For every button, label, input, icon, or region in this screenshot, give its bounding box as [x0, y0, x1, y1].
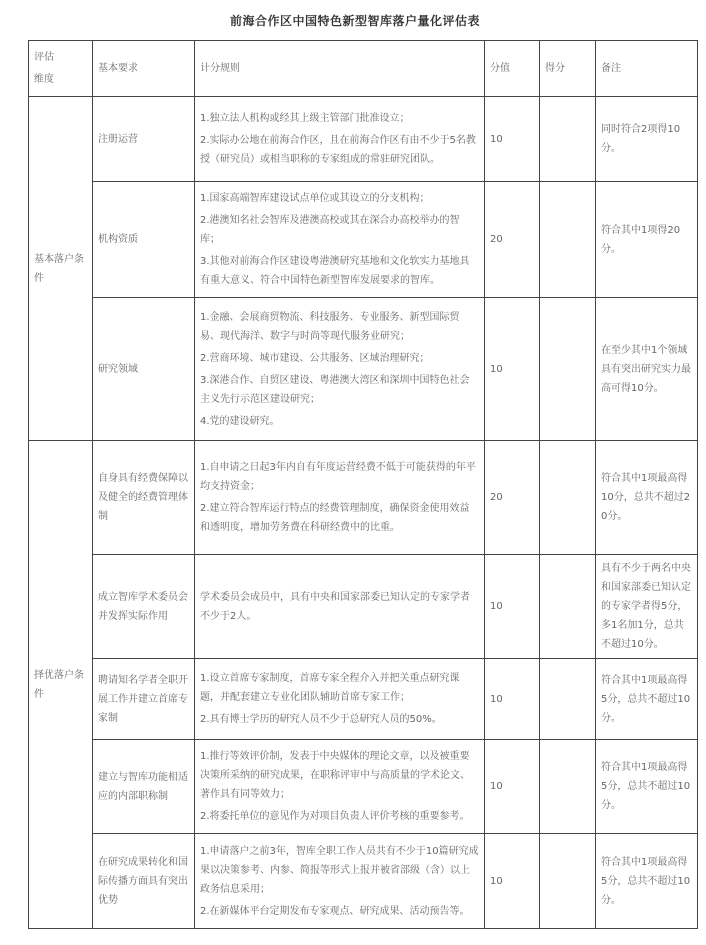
section-dimension-basic: 基本落户条件 [29, 97, 93, 441]
rule-item: 3.其他对前海合作区建设粤港澳研究基地和文化软实力基地具有重大意义、符合中国特色新型智库发展要求的智库。 [200, 256, 470, 286]
header-remark: 备注 [596, 41, 698, 97]
rule-item: 学术委员会成员中，具有中央和国家部委已知认定的专家学者不少于2人。 [200, 591, 470, 622]
cell-score [540, 740, 596, 834]
table-row [29, 740, 698, 834]
table-row [29, 298, 698, 441]
rule-item: 1.金融、会展商贸物流、科技服务、专业服务、新型国际贸易、现代海洋、数字与时尚等现代服务业研究； [200, 311, 460, 342]
cell-score [540, 298, 596, 441]
cell-score-value: 10 [485, 834, 540, 929]
cell-score [540, 834, 596, 929]
cell-score [540, 659, 596, 740]
cell-rules [195, 182, 485, 298]
cell-score-value: 10 [485, 298, 540, 441]
cell-remark: 同时符合2项得10分。 [596, 97, 698, 182]
cell-requirement: 聘请知名学者全职开展工作并建立首席专家制 [93, 659, 195, 740]
cell-remark: 符合其中1项得20分。 [596, 182, 698, 298]
rule-item: 2.建立符合智库运行特点的经费管理制度，确保资金使用效益和透明度，增加劳务费在科研经费中的比重。 [200, 503, 470, 533]
section-dimension-preferential: 择优落户条件 [29, 441, 93, 929]
cell-rules [195, 659, 485, 740]
cell-score-value: 10 [485, 97, 540, 182]
rule-item: 2.将委托单位的意见作为对项目负责人评价考核的重要参考。 [200, 811, 470, 822]
cell-score [540, 97, 596, 182]
cell-requirement: 建立与智库功能相适应的内部职称制 [93, 740, 195, 834]
rule-item: 2.具有博士学历的研究人员不少于总研究人员的50%。 [200, 714, 442, 725]
cell-requirement: 自身具有经费保障以及健全的经费管理体制 [93, 441, 195, 555]
cell-rules [195, 834, 485, 929]
rule-item: 2.实际办公地在前海合作区，且在前海合作区有由不少于5名教授（研究员）或相当职称的专家组成的常驻研究团队。 [200, 135, 476, 165]
cell-score-value: 20 [485, 182, 540, 298]
cell-rules [195, 555, 485, 659]
rule-item: 2.港澳知名社会智库及港澳高校或其在深合办高校举办的智库； [200, 215, 460, 245]
cell-rules [195, 298, 485, 441]
evaluation-table [28, 40, 698, 929]
cell-score [540, 555, 596, 659]
cell-remark: 符合其中1项最高得5分，总共不超过10分。 [596, 740, 698, 834]
cell-score-value: 10 [485, 555, 540, 659]
cell-score-value: 10 [485, 659, 540, 740]
table-row [29, 182, 698, 298]
table-row [29, 97, 698, 182]
table-row [29, 834, 698, 929]
cell-remark: 具有不少于两名中央和国家部委已知认定的专家学者得5分，多1名加1分，总共不超过10分。 [596, 555, 698, 659]
table-row [29, 441, 698, 555]
table-header-row [29, 41, 698, 97]
cell-score [540, 441, 596, 555]
header-dimension-line2: 维度 [34, 74, 54, 85]
table-row [29, 659, 698, 740]
header-dimension [29, 41, 93, 97]
cell-score [540, 182, 596, 298]
rule-item: 1.设立首席专家制度，首席专家全程介入并把关重点研究课题，并配套建立专业化团队辅助首席专家工作； [200, 673, 460, 703]
header-rule: 计分规则 [195, 41, 485, 97]
cell-remark: 符合其中1项最高得5分，总共不超过10分。 [596, 659, 698, 740]
cell-remark: 在至少其中1个领域具有突出研究实力最高可得10分。 [596, 298, 698, 441]
rule-item: 1.申请落户之前3年，智库全职工作人员共有不少于10篇研究成果以决策参考、内参、简报等形式上报并被省部级（含）以上政务信息采用； [200, 845, 479, 895]
header-score: 得分 [540, 41, 596, 97]
rule-item: 3.深港合作、自贸区建设、粤港澳大湾区和深圳中国特色社会主义先行示范区建设研究； [200, 374, 470, 405]
cell-requirement: 注册运营 [93, 97, 195, 182]
cell-requirement: 研究领域 [93, 298, 195, 441]
cell-score-value: 10 [485, 740, 540, 834]
rule-item: 1.自申请之日起3年内自有年度运营经费不低于可能获得的年平均支持资金； [200, 462, 476, 492]
cell-remark: 符合其中1项最高得5分，总共不超过10分。 [596, 834, 698, 929]
cell-score-value: 20 [485, 441, 540, 555]
cell-rules [195, 441, 485, 555]
cell-requirement: 机构资质 [93, 182, 195, 298]
rule-item: 1.国家高端智库建设试点单位或其设立的分支机构； [200, 193, 430, 204]
rule-item: 2.营商环境、城市建设、公共服务、区域治理研究； [200, 352, 430, 364]
cell-rules [195, 97, 485, 182]
cell-requirement: 在研究成果转化和国际传播方面具有突出优势 [93, 834, 195, 929]
rule-item: 1.独立法人机构或经其上级主管部门批准设立； [200, 113, 410, 124]
header-dimension-line1: 评估 [34, 52, 54, 63]
rule-item: 1.推行等效评价制，发表于中央媒体的理论文章，以及被重要决策所采纳的研究成果，在职称评审中与高质量的学术论文、著作具有同等效力； [200, 751, 470, 800]
table-row [29, 555, 698, 659]
cell-remark: 符合其中1项最高得10分，总共不超过20分。 [596, 441, 698, 555]
header-score-value: 分值 [485, 41, 540, 97]
rule-item: 2.在新媒体平台定期发布专家观点、研究成果、活动预告等。 [200, 905, 470, 917]
cell-requirement: 成立智库学术委员会并发挥实际作用 [93, 555, 195, 659]
header-requirement: 基本要求 [93, 41, 195, 97]
rule-item: 4.党的建设研究。 [200, 415, 280, 427]
page-title: 前海合作区中国特色新型智库落户量化评估表 [229, 14, 480, 28]
cell-rules [195, 740, 485, 834]
